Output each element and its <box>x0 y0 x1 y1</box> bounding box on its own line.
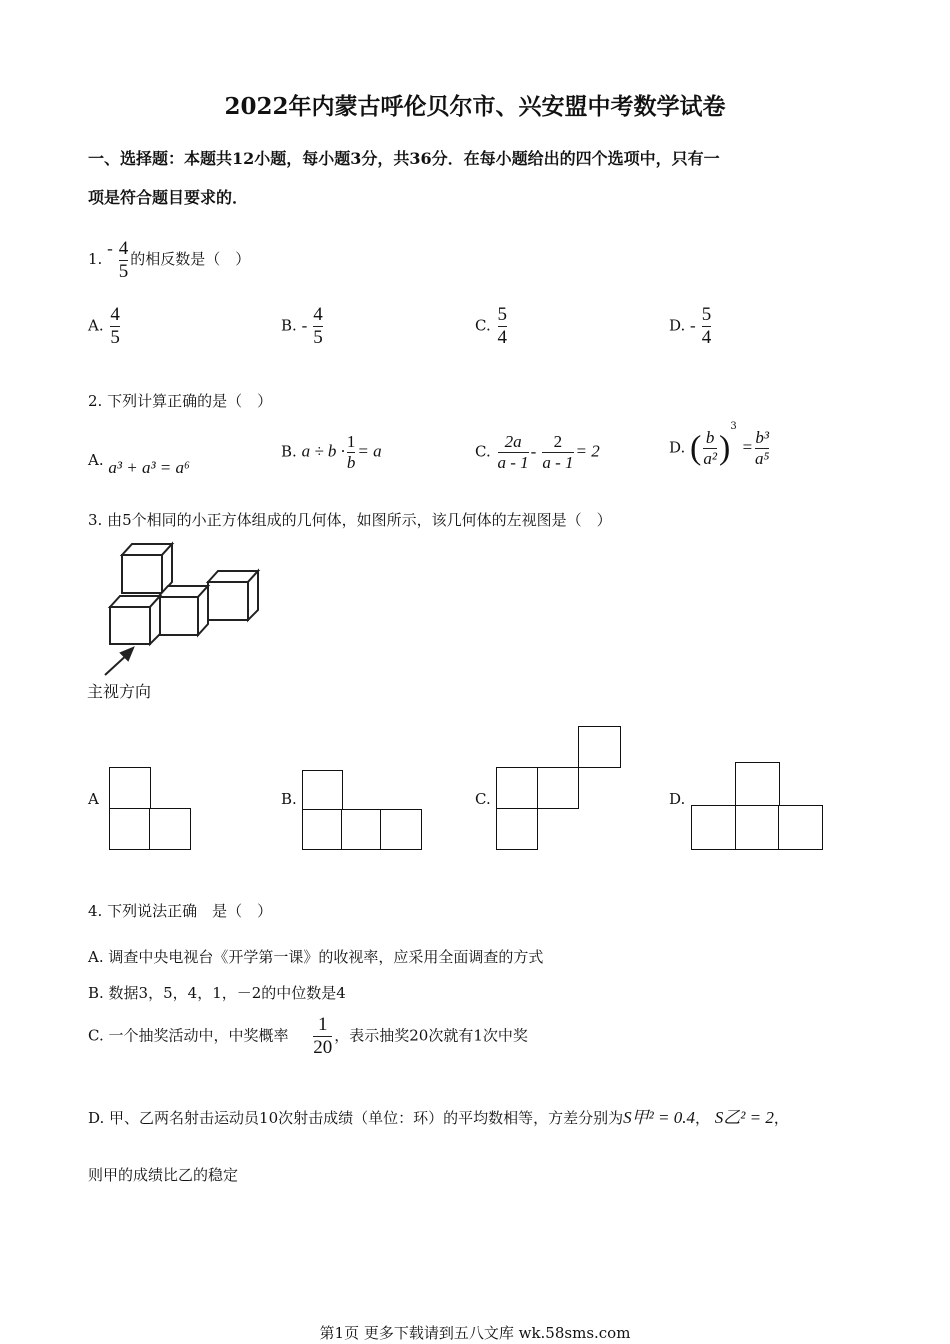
question-1 <box>88 218 250 283</box>
fraction: $\frac{4}{5}$ <box>313 304 323 348</box>
page-title: 2022年内蒙古呼伦贝尔市、兴安盟中考数学试卷 <box>224 93 726 120</box>
fraction: $\frac{2a}{a - 1}$ <box>497 432 529 472</box>
q2-option-c[interactable]: C. $\frac{2a}{a - 1}$ - $\frac{2}{a - 1}$ = 2 <box>475 432 600 472</box>
q3-option-a-label[interactable]: A <box>88 790 99 808</box>
fraction: $\frac{4}{5}$ <box>118 237 129 282</box>
q4-option-a[interactable]: A. 调查中央电视台《开学第一课》的收视率，应采用全面调查的方式 <box>88 948 544 966</box>
fraction: $\frac{1}{b}$ <box>346 432 356 472</box>
question-text: 的相反数是（ ） <box>130 250 251 268</box>
fraction: $\frac{4}{5}$ <box>110 304 120 348</box>
cube-front-face <box>122 555 162 593</box>
q4-option-c[interactable]: C. 一个抽奖活动中，中奖概率 $\frac{1}{20}$ ，表示抽奖20次就有1次中奖 <box>88 1014 528 1058</box>
q3-option-c-label[interactable]: C. <box>475 790 491 808</box>
section-header-line2: 项是符合题目要求的． <box>88 188 249 207</box>
q1-option-c[interactable]: C. $\frac{5}{4}$ <box>475 304 507 348</box>
fraction: $\frac{b}{\text{a²}}$ <box>703 428 717 468</box>
view-direction-label: 主视方向 <box>87 682 152 701</box>
q2-option-b[interactable]: B. a ÷ b · $\frac{1}{b}$ = a <box>281 432 382 472</box>
q1-option-a[interactable]: A. $\frac{4}{5}$ <box>88 304 120 348</box>
q2-option-d[interactable]: D. ( $\frac{b}{\text{a²}}$ )$^3$ = $\frac{\text{b³}}{\text{a⁵}}$ <box>669 420 770 468</box>
fraction: $\frac{1}{20}$ <box>313 1014 333 1058</box>
fraction: $\frac{5}{4}$ <box>701 304 712 348</box>
negative-sign: - <box>107 239 113 258</box>
fraction: $\frac{5}{4}$ <box>497 304 507 348</box>
q1-option-d[interactable]: D. - $\frac{5}{4}$ <box>669 304 712 348</box>
q4-option-b[interactable]: B. 数据3，5，4，1，－2的中位数是4 <box>88 984 346 1002</box>
cube-figure <box>85 540 275 710</box>
question-2-stem: 2. 下列计算正确的是（ ） <box>88 392 273 410</box>
q1-option-b[interactable]: B. - $\frac{4}{5}$ <box>281 304 323 348</box>
question-number: 1. <box>88 250 103 268</box>
fraction: $\frac{\text{b³}}{\text{a⁵}}$ <box>754 428 770 468</box>
question-3-stem: 3. 由5个相同的小正方体组成的几何体，如图所示，该几何体的左视图是（ ） <box>88 511 612 529</box>
fraction: $\frac{2}{a - 1}$ <box>542 432 574 472</box>
q4-option-d[interactable]: D. 甲、乙两名射击运动员10次射击成绩（单位：环）的平均数相等，方差分别为S甲² = 0.4， S乙² = 2， <box>88 1108 789 1127</box>
section-header-line1: 一、选择题：本题共12小题，每小题3分，共36分．在每小题给出的四个选项中，只有一 <box>88 149 720 168</box>
question-4-stem: 4. 下列说法正确 是（ ） <box>88 902 273 920</box>
q3-option-b-label[interactable]: B. <box>281 790 297 808</box>
q3-option-d-label[interactable]: D. <box>669 790 686 808</box>
page-footer: 第1页 更多下载请到五八文库 wk.58sms.com <box>319 1324 631 1342</box>
q2-option-a[interactable]: A. a³ + a³ = a⁶ <box>88 451 190 477</box>
q4-option-d-line2: 则甲的成绩比乙的稳定 <box>88 1166 239 1184</box>
